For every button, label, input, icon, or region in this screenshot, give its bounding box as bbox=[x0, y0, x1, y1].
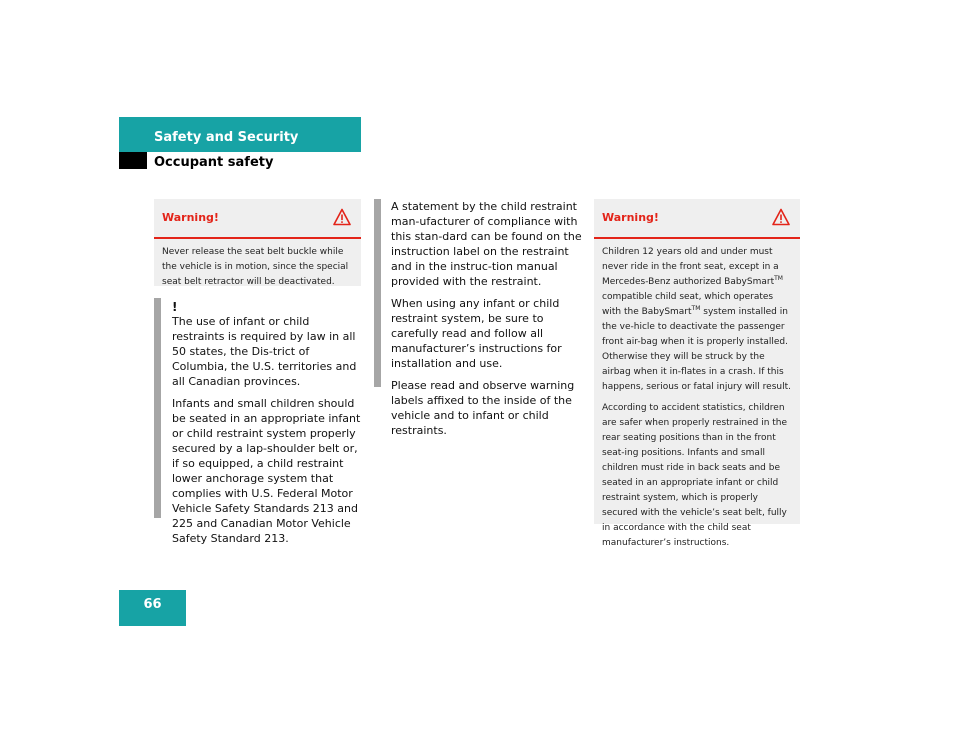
note-text bbox=[172, 314, 362, 546]
warning-box-children-front-seat bbox=[594, 199, 800, 548]
warning-label: Warning! bbox=[602, 211, 659, 224]
middle-paragraph-3: Please read and observe warning labels affixed to the inside of the vehicle and to infant or child restraints. bbox=[391, 379, 575, 437]
section-title: Safety and Security bbox=[154, 130, 299, 145]
subsection-marker bbox=[119, 152, 147, 169]
warning-triangle-icon bbox=[333, 208, 351, 230]
note-box-child-restraints bbox=[154, 298, 362, 545]
warning-paragraph: Never release the seat belt buckle while the vehicle is in motion, since the special seat belt retractor will be deactivated. bbox=[162, 247, 349, 287]
warning-paragraph-1: Children 12 years old and under must never ride in the front seat, except in a Mercedes-Benz authorized BabySmart™ compatible child seat, which operates with the BabySmart™ system installed in the ve-hicle to deactivate the passenger front air-bag when it is properly installed. Otherwise they will be struck by the airbag when it in-flates in a crash. If this happens, serious or fatal injury will result. bbox=[602, 247, 791, 392]
middle-column-text bbox=[374, 199, 586, 437]
warning-triangle-icon bbox=[772, 208, 790, 230]
page-number: 66 bbox=[143, 597, 162, 612]
warning-text bbox=[154, 239, 361, 298]
warning-paragraph-2: According to accident statistics, children are safer when properly restrained in the rear seating positions than in the front seat-ing positions. Infants and small children must ride in back seats and be seated in an appropriate infant or child restraint system, which is properly secured with the vehicle’s seat belt, fully in accordance with the child seat manufacturer’s instructions. bbox=[602, 403, 788, 548]
warning-header bbox=[154, 199, 361, 239]
trademark: TM bbox=[691, 305, 701, 312]
note-paragraph-2: Infants and small children should be seated in an appropriate infant or child restraint system properly secured by a lap-shoulder belt or, if so equipped, a child restraint lower anchorage system that complies with U.S. Federal Motor Vehicle Safety Standards 213 and 225 and Canadian Motor Vehicle Safety Standard 213. bbox=[172, 397, 361, 545]
note-paragraph-1: The use of infant or child restraints is required by law in all 50 states, the Dis-trict of Columbia, the U.S. territories and all Canadian provinces. bbox=[172, 315, 357, 388]
middle-paragraph-2: When using any infant or child restraint system, be sure to carefully read and follow all manufacturer’s instructions for installation and use. bbox=[391, 297, 562, 370]
subsection-title: Occupant safety bbox=[154, 155, 274, 170]
middle-paragraph-1: A statement by the child restraint man-ufacturer of compliance with this stan-dard can be found on the instruction label on the restraint and in the instruc-tion manual provided with the restraint. bbox=[391, 200, 582, 288]
trademark: TM bbox=[774, 275, 783, 282]
warning-header bbox=[594, 199, 800, 239]
note-exclamation-icon: ! bbox=[172, 300, 178, 314]
warning-text bbox=[594, 239, 800, 559]
warning-label: Warning! bbox=[162, 211, 219, 224]
warning-box-seat-belt bbox=[154, 199, 361, 286]
